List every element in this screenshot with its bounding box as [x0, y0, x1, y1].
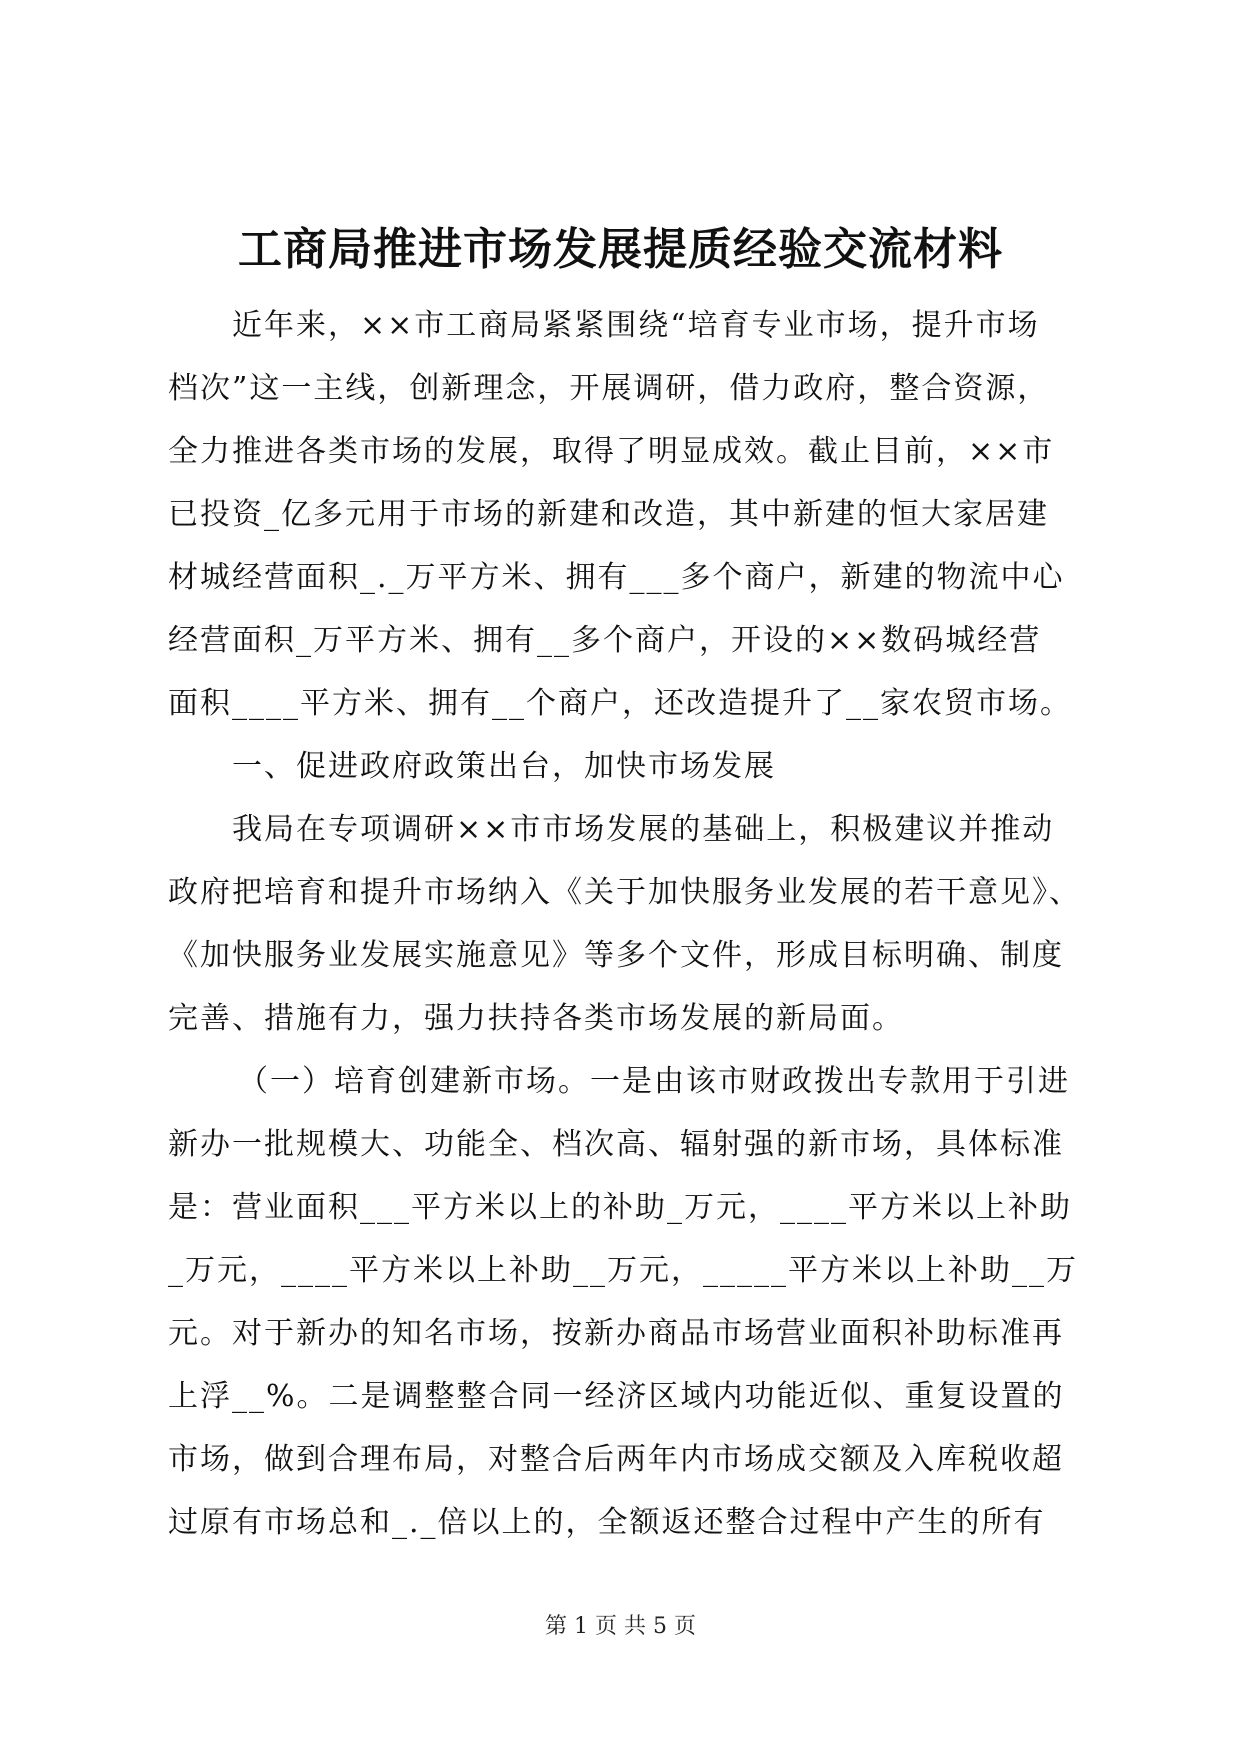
paragraph-line: 档次”这一主线，创新理念，开展调研，借力政府，整合资源，: [168, 371, 1050, 406]
paragraph-line: 我局在专项调研××市市场发展的基础上，积极建议并推动: [232, 812, 1055, 847]
paragraph-line: 完善、措施有力，强力扶持各类市场发展的新局面。: [168, 1001, 904, 1036]
paragraph-line: 近年来，××市工商局紧紧围绕“培育专业市场，提升市场: [232, 308, 1040, 343]
paragraph-line: 已投资_亿多元用于市场的新建和改造，其中新建的恒大家居建: [168, 497, 1049, 532]
paragraph-line: 新办一批规模大、功能全、档次高、辐射强的新市场，具体标准: [168, 1127, 1064, 1162]
paragraph-line: 过原有市场总和_._倍以上的，全额返还整合过程中产生的所有: [168, 1505, 1046, 1540]
section-heading: 一、促进政府政策出台，加快市场发展: [232, 749, 776, 784]
paragraph-line: 《加快服务业发展实施意见》等多个文件，形成目标明确、制度: [168, 938, 1064, 973]
paragraph-line: 经营面积_万平方米、拥有__多个商户，开设的××数码城经营: [168, 623, 1042, 658]
paragraph-line: 全力推进各类市场的发展，取得了明显成效。截止目前，××市: [168, 434, 1055, 469]
document-title: 工商局推进市场发展提质经验交流材料: [238, 224, 1003, 275]
paragraph-line: 面积____平方米、拥有__个商户，还改造提升了__家农贸市场。: [168, 686, 1072, 721]
paragraph-line: 政府把培育和提升市场纳入《关于加快服务业发展的若干意见》、: [168, 875, 1081, 910]
page-footer: 第 1 页 共 5 页: [545, 1614, 696, 1639]
subsection-line: （一）培育创建新市场。一是由该市财政拨出专款用于引进: [238, 1064, 1070, 1099]
paragraph-line: 上浮__%。二是调整整合同一经济区域内功能近似、重复设置的: [168, 1379, 1065, 1414]
paragraph-line: _万元，____平方米以上补助__万元，_____平方米以上补助__万: [168, 1253, 1078, 1288]
document-body: [168, 294, 1088, 1554]
paragraph-line: 材城经营面积_._万平方米、拥有___多个商户，新建的物流中心: [168, 560, 1065, 595]
paragraph-line: 元。对于新办的知名市场，按新办商品市场营业面积补助标准再: [168, 1316, 1064, 1351]
paragraph-line: 是：营业面积___平方米以上的补助_万元，____平方米以上补助: [168, 1190, 1072, 1225]
paragraph-line: 市场，做到合理布局，对整合后两年内市场成交额及入库税收超: [168, 1442, 1064, 1477]
